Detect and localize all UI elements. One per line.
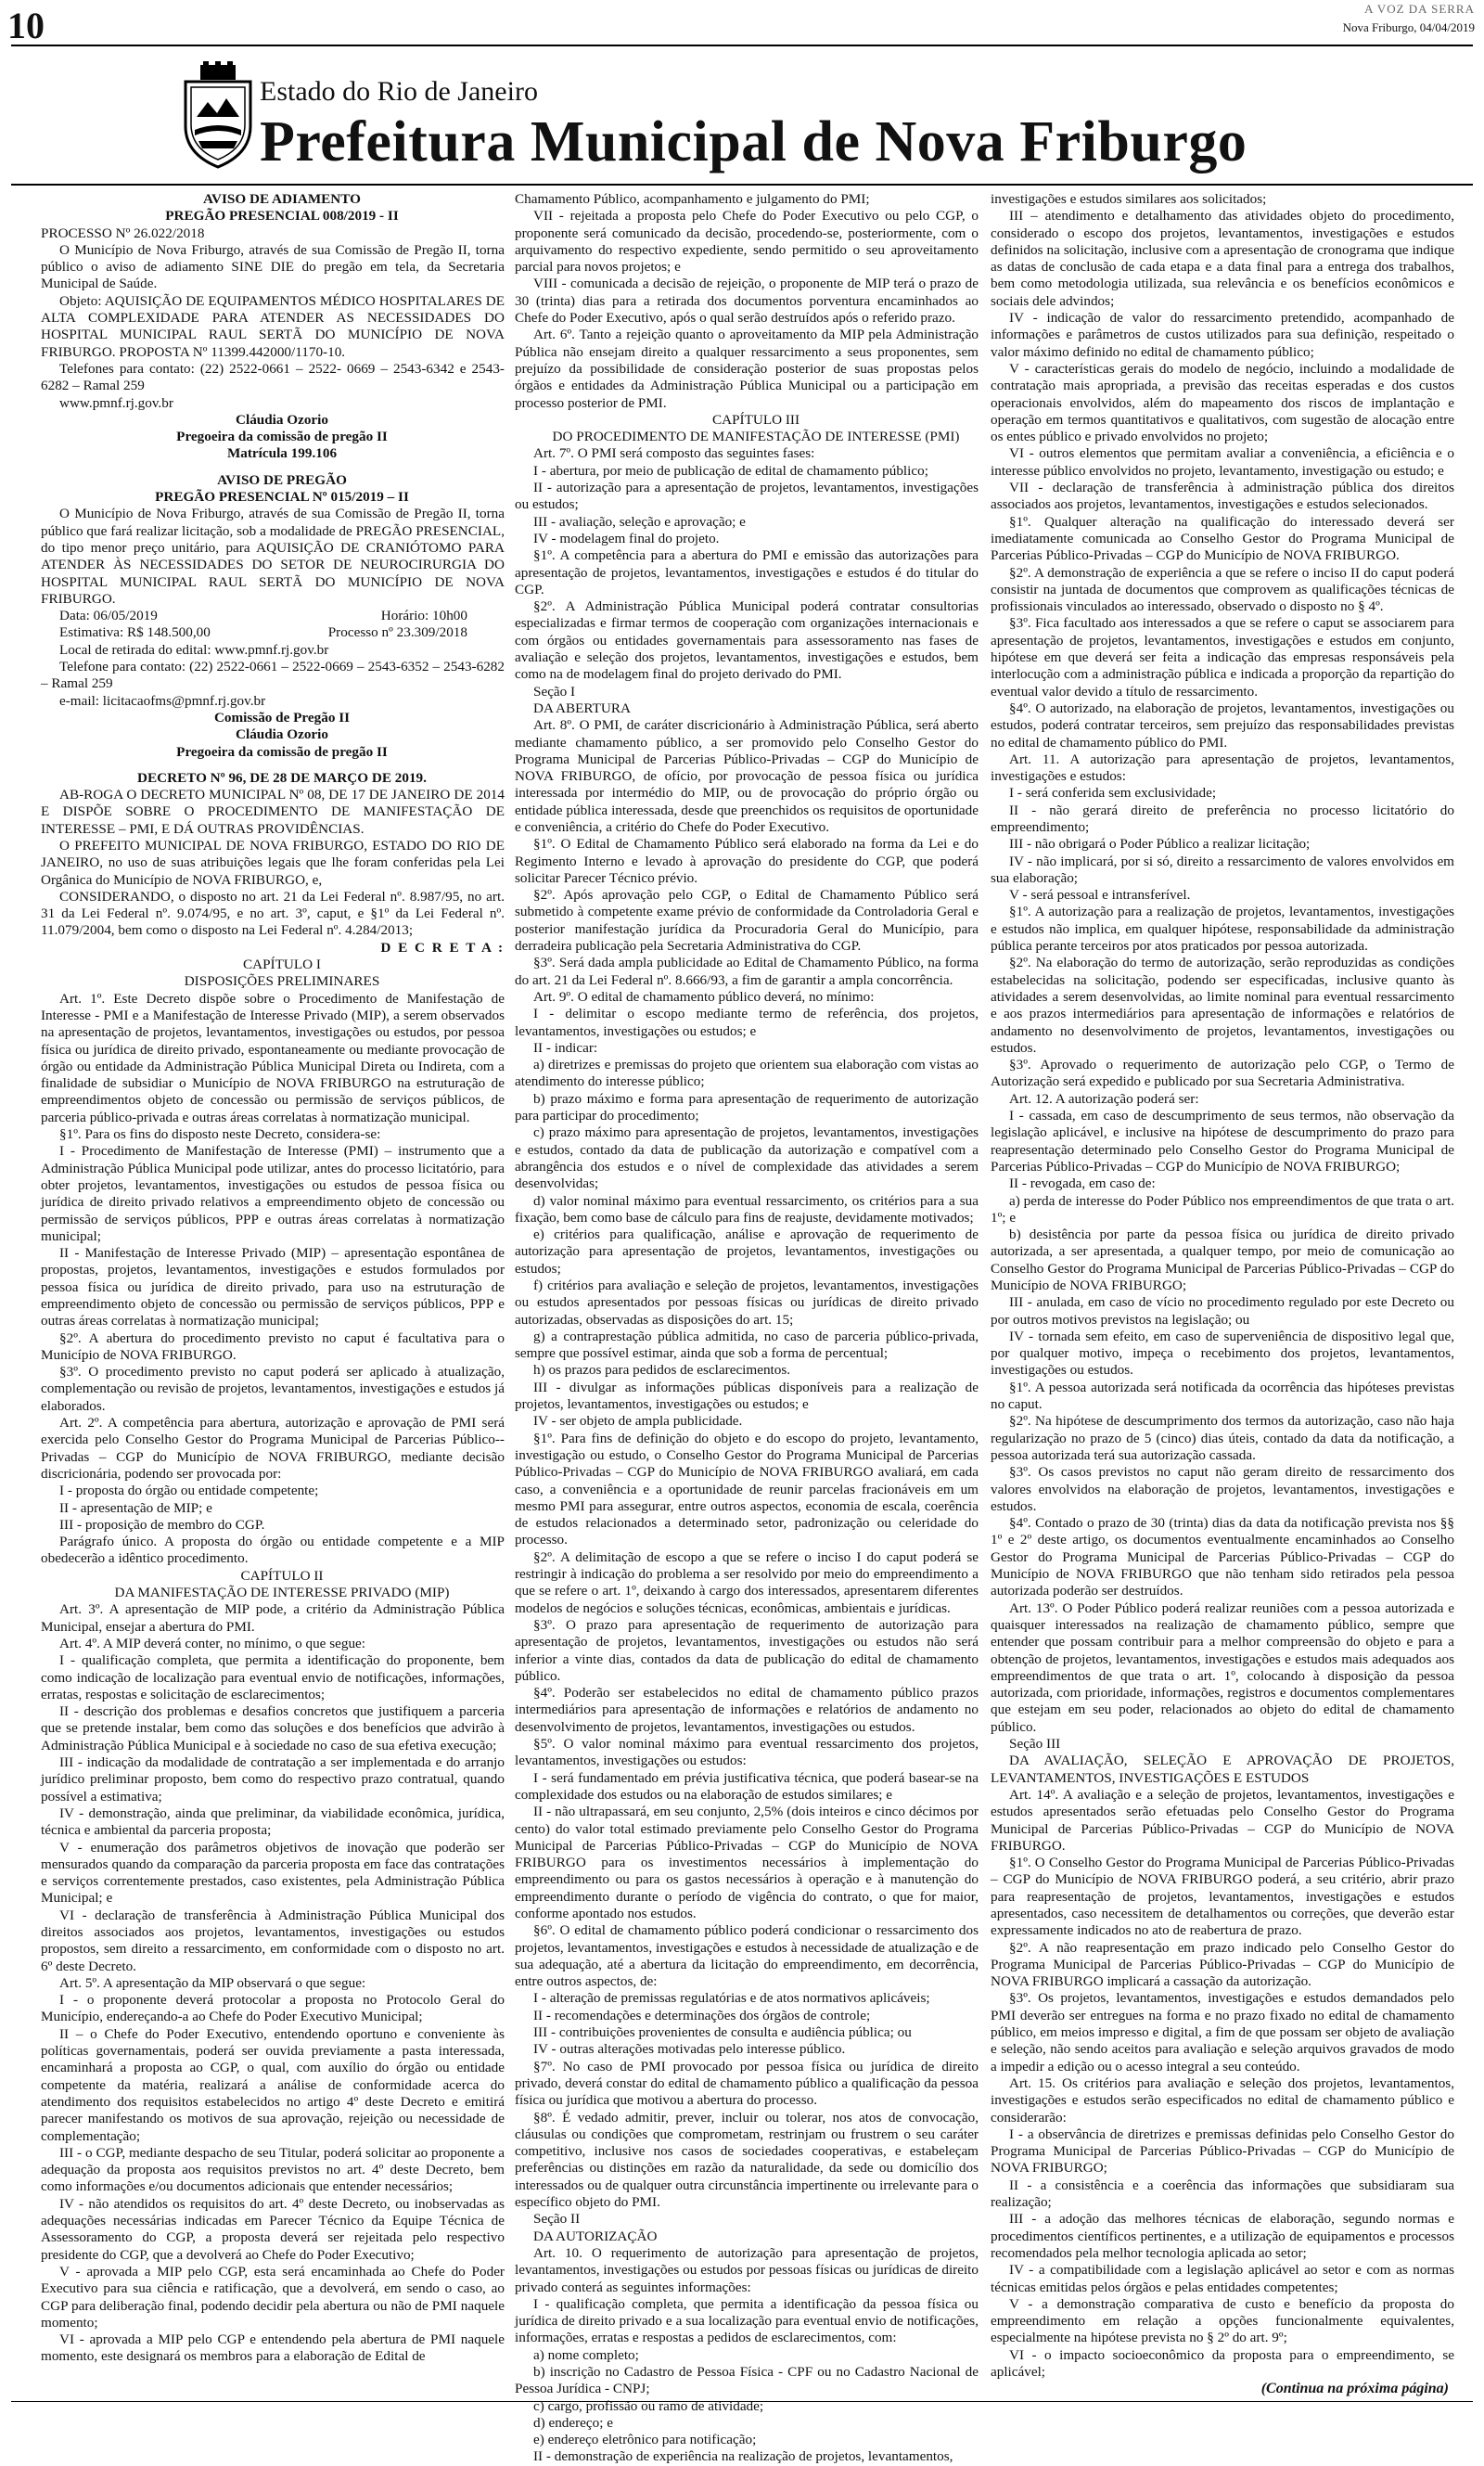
paragraph: IV - tornada sem efeito, em caso de superveniência de dispositivo legal que, por qualquer motivo, impeça o recebimento dos projetos, levantamentos, investigações ou estudos. <box>991 1328 1454 1379</box>
paragraph: d) endereço; e <box>533 2414 614 2431</box>
header-divider <box>11 45 1473 46</box>
paragraph: h) os prazos para pedidos de esclarecimentos. <box>533 1362 791 1379</box>
paragraph: VII - rejeitada a proposta pelo Chefe do Poder Executivo ou pelo CGP, o proponente será comunicado da decisão, procedendo-se, posteriormente, com o arquivamento do respectivo expediente, sendo permitido o seu aproveitamento parcial para novos projetos; e <box>515 208 979 276</box>
paragraph: DA ABERTURA <box>533 700 631 716</box>
paragraph: II - a consistência e a coerência das informações que subsidiaram sua realização; <box>991 2177 1454 2211</box>
section-heading: Cláudia Ozorio <box>236 411 328 428</box>
decreta-line: D E C R E T A : <box>380 939 505 956</box>
paragraph: I - Procedimento de Manifestação de Interesse (PMI) – instrumento que a Administração Pública Municipal pode utilizar, antes do processo licitatório, para obter projetos, levantamentos, investigações ou estudos de pessoa física ou jurídica de direito privado relativos a empreendimento objeto de concessão ou permissão de serviços públicos, PPP e outras áreas correlatas à normatização municipal; <box>41 1143 505 1244</box>
paragraph: I - abertura, por meio de publicação de edital de chamamento público; <box>533 462 928 479</box>
paragraph: §5º. O valor nominal máximo para eventual ressarcimento dos projetos, levantamentos, investigações ou estudos: <box>515 1736 979 1769</box>
paragraph: investigações e estudos similares aos solicitados; <box>991 191 1267 207</box>
paragraph: VI - o impacto socioeconômico da proposta para o empreendimento, se aplicável; <box>991 2346 1454 2380</box>
paragraph: II - não ultrapassará, em seu conjunto, 2,5% (dois inteiros e cinco décimos por cento) do valor total estimado previamente pelo Conselho Gestor do Programa Municipal de Parcerias Público-Privadas – CGP do Município de NOVA FRIBURGO para os investimentos necessários à implementação do empreendimento ou para os gastos necessários à operação e à manutenção do empreendimento durante o período de vigência do contrato, o que for maior, conforme apontado nos estudos. <box>515 1804 979 1921</box>
paragraph: II - indicar: <box>533 1039 598 1056</box>
paragraph: Seção III <box>1009 1736 1061 1753</box>
section-heading: DECRETO Nº 96, DE 28 DE MARÇO DE 2019. <box>137 769 427 786</box>
paragraph: §2º. Na hipótese de descumprimento dos termos da autorização, caso não haja regularização no prazo de 5 (cinco) dias úteis, contado da data da notificação, a pessoa autorizada terá sua autorização cassada. <box>991 1413 1454 1463</box>
paragraph: Art. 12. A autorização poderá ser: <box>1009 1090 1199 1107</box>
paragraph: IV - não atendidos os requisitos do art. 4º deste Decreto, ou inobservadas as adequações necessárias indicadas em Parecer Técnico da Equipe Técnica de Assessoramento do CGP, a proposta deverá ser rejeitada pelo respectivo presidente do CGP, que a devolverá ao Chefe do Poder Executivo; <box>41 2195 505 2263</box>
paragraph: II – o Chefe do Poder Executivo, entendendo oportuno e conveniente às políticas governamentais, poderá ser ouvida previamente a pasta interessada, encaminhará a proposta ao CGP, o qual, com auxílio do órgão ou entidade competente da matéria, realizará a análise de conformidade acerca do atendimento dos requisitos estabelecidos no artigo 4º deste Decreto e emitirá parecer manifestando os motivos de sua aprovação, rejeição ou necessidade de complementação; <box>41 2025 505 2144</box>
paragraph: II - revogada, em caso de: <box>1009 1175 1156 1192</box>
paragraph: I - será conferida sem exclusividade; <box>1009 785 1217 802</box>
paragraph: §3º. O procedimento previsto no caput poderá ser aplicado à atualização, complementação ou revisão de projetos, levantamentos, investigações e estudos já elaborados. <box>41 1364 505 1414</box>
paragraph: III - contribuições provenientes de consulta e audiência pública; ou <box>533 2024 912 2041</box>
paragraph: I - delimitar o escopo mediante termo de referência, dos projetos, levantamentos, investigações ou estudos; e <box>515 1006 979 1039</box>
paragraph: Seção II <box>533 2211 581 2228</box>
paragraph: §8º. É vedado admitir, prever, incluir ou tolerar, nos atos de convocação, cláusulas ou condições que comprometam, restrinjam ou frustrem o seu caráter competitivo, inclusive nos casos de sociedades cooperativas, e estabeleçam preferências ou distinções em razão da naturalidade, da sede ou domicílio dos interessados ou de qualquer outra circunstância impertinente ou irrelevante para o específico objeto do PMI. <box>515 2109 979 2211</box>
paragraph: Art. 8º. O PMI, de caráter discricionário à Administração Pública, será aberto mediante chamamento público, a ser promovido pelo Conselho Gestor do Programa Municipal de Parcerias Público-Privadas – CGP do Município de NOVA FRIBURGO, de ofício, por provocação de pessoa física ou jurídica interessada por intermédio do MIP, ou de provocação do próprio órgão ou entidade pública interessada, desde que preenchidos os requisitos de oportunidade e conveniência, a critério do Chefe do Poder Executivo. <box>515 717 979 835</box>
state-name: Estado do Rio de Janeiro <box>260 76 538 107</box>
paragraph: IV - a compatibilidade com a legislação aplicável ao setor e com as normas técnicas emitidas pelos órgãos e pelas entidades competentes; <box>991 2262 1454 2295</box>
paragraph: §2º. Na elaboração do termo de autorização, serão reproduzidas as condições estabelecidas na solicitação, podendo ser especificadas, inclusive quanto às atividades a serem desenvolvidas, ao limite nominal para eventual ressarcimento e aos prazos intermediários para apresentação de informações e relatórios de andamento no desenvolvimento de projetos, levantamentos, investigações ou estudos. <box>991 955 1454 1056</box>
paragraph: §4º. Poderão ser estabelecidos no edital de chamamento público prazos intermediários para apresentação de informações e relatórios de andamento no desenvolvimento de projetos, levantamentos, investigações ou estudos. <box>515 1685 979 1735</box>
page-number: 10 <box>7 5 45 46</box>
paragraph: II - Manifestação de Interesse Privado (MIP) – apresentação espontânea de propostas, projetos, levantamentos, investigações e estudos formulados por pessoa física ou jurídica de direito privado, para uso na estruturação de empreendimento objeto de concessão ou permissão de serviços públicos, PPP e outras áreas correlatas à normatização municipal; <box>41 1245 505 1329</box>
section-heading: AVISO DE ADIAMENTO <box>203 191 361 207</box>
paragraph: b) prazo máximo e forma para apresentação de requerimento de autorização para participar do procedimento; <box>515 1090 979 1124</box>
section-heading: Pregoeira da comissão de pregão II <box>176 743 388 760</box>
paragraph: IV - ser objeto de ampla publicidade. <box>533 1413 743 1430</box>
paragraph: e) critérios para qualificação, análise e aprovação de requerimento de autorização para apresentação de projetos, levantamentos, investigações ou estudos; <box>515 1227 979 1277</box>
coat-of-arms-icon <box>176 61 260 171</box>
paragraph: V - aprovada a MIP pelo CGP, esta será encaminhada ao Chefe do Poder Executivo para sua ciência e ratificação, que a devolverá, em sendo o caso, ao CGP para deliberação final, podendo decidir pela abertura ou não de PMI naquele momento; <box>41 2263 505 2331</box>
paragraph: I - alteração de premissas regulatórias e de atos normativos aplicáveis; <box>533 1990 930 2007</box>
paragraph: §3º. O prazo para apresentação de requerimento de autorização para apresentação de projetos, levantamentos, investigações ou estudos não será inferior a vinte dias, contados da data de publicação do edital de chamamento público. <box>515 1616 979 1684</box>
paragraph: Art. 2º. A competência para abertura, autorização e aprovação de PMI será exercida pelo Conselho Gestor do Programa Municipal de Parcerias Público--Privadas – CGP do Município de NOVA FRIBURGO, mediante decisão discricionária, podendo ser provocada por: <box>41 1415 505 1482</box>
paragraph: IV - modelagem final do projeto. <box>533 530 720 546</box>
paragraph: a) diretrizes e premissas do projeto que orientem sua elaboração com vistas ao atendimento do interesse público; <box>515 1057 979 1090</box>
paragraph: VIII - comunicada a decisão de rejeição, o proponente de MIP terá o prazo de 30 (trinta) dias para a retirada dos documentos porventura encaminhados ao Chefe do Poder Executivo, após o qual serão destruídos após o referido prazo. <box>515 276 979 327</box>
paragraph: VI - aprovada a MIP pelo CGP e entendendo pela abertura de PMI naquele momento, este designará os membros para a elaboração de Edital de <box>41 2331 505 2365</box>
paragraph: b) desistência por parte da pessoa física ou jurídica de direito privado autorizada, a ser apresentada, a qualquer tempo, por meio de comunicação ao Conselho Gestor do Programa Municipal de Parcerias Público-Privadas – CGP do Município de NOVA FRIBURGO; <box>991 1227 1454 1293</box>
paragraph: II - autorização para a apresentação de projetos, levantamentos, investigações ou estudos; <box>515 480 979 513</box>
paragraph: III - não obrigará o Poder Público a realizar licitação; <box>1009 836 1311 853</box>
paragraph: §1º. Para fins de definição do objeto e do escopo do projeto, levantamento, investigação ou estudo, o Conselho Gestor do Programa Municipal de Parcerias Público-Privadas – CGP do Município de NOVA FRIBURGO avaliará, em cada caso, a conveniência e a oportunidade de reunir parcelas fracionáveis em um mesmo PMI para assegurar, entre outros aspectos, economia de escala, coerência de estudos relacionados a determinado setor, padronização ou celeridade do processo. <box>515 1430 979 1548</box>
spacer <box>41 463 505 472</box>
paragraph: I - proposta do órgão ou entidade competente; <box>59 1483 319 1499</box>
chapter-heading: DO PROCEDIMENTO DE MANIFESTAÇÃO DE INTERESSE (PMI) <box>552 429 960 445</box>
paragraph: §1º. A competência para a abertura do PMI e emissão das autorizações para apresentação de projetos, levantamentos, investigações e estudos é do titular do CGP. <box>515 547 979 597</box>
continued-note: (Continua na próxima página) <box>1260 2381 1449 2396</box>
paragraph: DA AVALIAÇÃO, SELEÇÃO E APROVAÇÃO DE PROJETOS, LEVANTAMENTOS, INVESTIGAÇÕES E ESTUDOS <box>991 1753 1454 1786</box>
paragraph: Art. 15. Os critérios para avaliação e seleção dos projetos, levantamentos, investigações e estudos serão especificados no edital de chamamento público e considerarão: <box>991 2074 1454 2126</box>
paragraph: www.pmnf.rj.gov.br <box>59 394 173 411</box>
paragraph: V - será pessoal e intransferível. <box>1009 887 1191 904</box>
info-row <box>41 608 505 624</box>
paragraph: c) prazo máximo para apresentação de projetos, levantamentos, investigações e estudos, contado da data de publicação da autorização e compatível com a abrangência dos estudos e o nível de complexidade das atividades a serem desenvolvidas; <box>515 1124 979 1192</box>
spacer <box>41 761 505 770</box>
paragraph: III - anulada, em caso de vício no procedimento regulado por este Decreto ou por outros motivos previstos na legislação; ou <box>991 1294 1454 1328</box>
paragraph: O Município de Nova Friburgo, através de sua Comissão de Pregão II, torna público que fará realizar licitação, sob a modalidade de PREGÃO PRESENCIAL, do tipo menor preço unitário, para AQUISIÇÃO DE CRANIÓTOMO PARA ATENDER ÀS NECESSIDADES DO SETOR DE NEUROCIRURGIA DO HOSPITAL MUNICIPAL RAUL SERTÃ DO MUNICÍPIO DE NOVA FRIBURGO. <box>41 506 505 607</box>
paragraph: Chamamento Público, acompanhamento e julgamento do PMI; <box>515 191 870 207</box>
paragraph: I - cassada, em caso de descumprimento de seus termos, não observação da legislação aplicável, e inclusive na hipótese de descumprimento do prazo para reapresentação determinado pelo Conselho Gestor do Programa Municipal de Parcerias Público-Privadas – CGP do Município de NOVA FRIBURGO; <box>991 1108 1454 1175</box>
paragraph: §3º. Os casos previstos no caput não geram direito de ressarcimento dos valores envolvidos na elaboração de projetos, levantamentos, investigações e estudos. <box>991 1464 1454 1514</box>
paragraph: Art. 10. O requerimento de autorização para apresentação de projetos, levantamentos, investigações ou estudos por pessoas físicas ou jurídicas de direito privado conterá as seguintes informações: <box>515 2244 979 2295</box>
chapter-heading: CAPÍTULO III <box>711 411 800 428</box>
paragraph: Art. 14º. A avaliação e a seleção de projetos, levantamentos, investigações e estudos apresentados serão efetuadas pelo Conselho Gestor do Programa Municipal de Parcerias Público-Privadas – CGP do Município de NOVA FRIBURGO. <box>991 1786 1454 1854</box>
paragraph: II - demonstração de experiência na realização de projetos, levantamentos, <box>533 2448 953 2465</box>
paragraph: II - apresentação de MIP; e <box>59 1499 212 1516</box>
text-column-1 <box>41 191 505 2381</box>
paragraph: §1º. A autorização para a realização de projetos, levantamentos, investigações e estudos não implica, em qualquer hipótese, responsabilidade da administração pública perante terceiros por atos praticados por pessoa autorizada. <box>991 904 1454 955</box>
masthead-divider <box>11 184 1473 186</box>
section-heading: AVISO DE PREGÃO <box>217 471 347 488</box>
paragraph: §1º. Qualquer alteração na qualificação do interessado deverá ser imediatamente comunicada ao Conselho Gestor do Programa Municipal de Parcerias Público-Privadas – CGP do Município de NOVA FRIBURGO. <box>991 513 1454 564</box>
chapter-heading: CAPÍTULO I <box>243 957 321 973</box>
paragraph: AB-ROGA O DECRETO MUNICIPAL Nº 08, DE 17 DE JANEIRO DE 2014 E DISPÕE SOBRE O PROCEDIMENTO DE MANIFESTAÇÃO DE INTERESSE – PMI, E DÁ OUTRAS PROVIDÊNCIAS. <box>41 787 505 837</box>
text-column-2 <box>515 191 979 2465</box>
paragraph: IV - não implicará, por si só, direito a ressarcimento de valores envolvidos em sua elaboração; <box>991 853 1454 886</box>
section-heading: Comissão de Pregão II <box>213 709 351 726</box>
paragraph: g) a contraprestação pública admitida, no caso de parceria público-privada, sempre que possível estimar, ainda que sob a forma de percentual; <box>515 1328 979 1362</box>
paragraph: I - qualificação completa, que permita a identificação da pessoa física ou jurídica de direito privado e a sua localização para eventual envio de notificações, informações, erratas e respostas a pedidos de esclarecimentos, com: <box>515 2295 979 2346</box>
paragraph: I - o proponente deverá protocolar a proposta no Protocolo Geral do Município, endereçando-a ao Chefe do Poder Executivo Municipal; <box>41 1992 505 2025</box>
paragraph: Art. 11. A autorização para apresentação de projetos, levantamentos, investigações e estudos: <box>991 751 1454 785</box>
paragraph: I - qualificação completa, que permita a identificação do proponente, bem como indicação de localização para eventual envio de notificações, informações, erratas, respostas e solicitação de esclarecimentos; <box>41 1652 505 1702</box>
paragraph: Telefones para contato: (22) 2522-0661 – 2522- 0669 – 2543-6342 e 2543-6282 – Ramal 259 <box>41 360 505 394</box>
paragraph: III - proposição de membro do CGP. <box>59 1516 265 1533</box>
paragraph: b) inscrição no Cadastro de Pessoa Física - CPF ou no Cadastro Nacional de Pessoa Jurídica - CNPJ; <box>515 2364 979 2397</box>
paragraph: I - a observância de diretrizes e premissas definidas pelo Conselho Gestor do Programa Municipal de Parcerias Público-Privadas – CGP do Município de NOVA FRIBURGO; <box>991 2126 1454 2177</box>
paragraph: VI - outros elementos que permitam avaliar a conveniência, a eficiência e o interesse público envolvidos no projeto, levantamento, investigação ou estudo; e <box>991 445 1454 479</box>
chapter-heading: CAPÍTULO II <box>240 1567 324 1584</box>
paragraph: VII - declaração de transferência à administração pública dos direitos associados aos projetos, levantamentos, investigações e estudos selecionados. <box>991 480 1454 513</box>
paragraph: Art. 9º. O edital de chamamento público deverá, no mínimo: <box>533 988 875 1005</box>
section-heading: Cláudia Ozorio <box>236 726 328 743</box>
paragraph: §3º. Será dada ampla publicidade ao Edital de Chamamento Público, na forma do art. 21 da Lei Federal nº. 8.666/93, a fim de garantir a ampla concorrência. <box>515 955 979 988</box>
info-left: Estimativa: R$ 148.500,00 <box>59 624 211 641</box>
section-heading: Matrícula 199.106 <box>226 445 338 462</box>
paragraph: III – atendimento e detalhamento das atividades objeto do procedimento, considerado o escopo dos projetos, levantamentos, investigações e estudos definidos na solicitação, inclusive com a apresentação de cronograma que indique as datas de conclusão de cada etapa e a data final para a entrega dos trabalhos, bem como metodologia utilizada, sua relevância e os benefícios econômicos e sociais dele advindos; <box>991 208 1454 309</box>
chapter-heading: DISPOSIÇÕES PRELIMINARES <box>184 973 380 990</box>
paragraph: §1º. Para os fins do disposto neste Decreto, considera-se: <box>59 1126 381 1143</box>
paragraph: §7º. No caso de PMI provocado por pessoa física ou jurídica de direito privado, deverá constar do edital de chamamento público a qualificação da pessoa física ou jurídica que motivou a abertura do processo. <box>515 2058 979 2109</box>
chapter-heading: DA MANIFESTAÇÃO DE INTERESSE PRIVADO (MIP) <box>114 1585 450 1601</box>
paragraph: V - a demonstração comparativa de custo e benefício da proposta do empreendimento em relação a opções funcionalmente equivalentes, especialmente na hipótese prevista no § 2º do art. 9º; <box>991 2295 1454 2346</box>
paragraph: §2º. Após aprovação pelo CGP, o Edital de Chamamento Público será submetido à competente exame prévio de conformidade da Controladoria Geral e posterior manifestação jurídica da Procuradoria Geral do Município, para derradeira publicação pela Secretaria Administrativa do CGP. <box>515 887 979 955</box>
paragraph: Art. 4º. A MIP deverá conter, no mínimo, o que segue: <box>59 1635 366 1651</box>
text-column-3 <box>991 191 1454 2381</box>
paragraph: IV - demonstração, ainda que preliminar, da viabilidade econômica, jurídica, técnica e ambiental da parceria proposta; <box>41 1805 505 1839</box>
section-heading: PREGÃO PRESENCIAL Nº 015/2019 – II <box>155 489 409 506</box>
paragraph: Telefone para contato: (22) 2522-0661 – 2522-0669 – 2543-6352 – 2543-6282 – Ramal 259 <box>41 659 505 692</box>
info-left: Data: 06/05/2019 <box>59 608 158 624</box>
paragraph: §3º. Fica facultado aos interessados a que se refere o caput se associarem para apresentação de projetos, levantamentos, investigações e estudos em conjunto, hipótese em que deverá ser feita a indicação das empresas responsáveis pela interlocução com a administração pública e indicada a proporção da repartição do eventual valor devido a título de ressarcimento. <box>991 615 1454 700</box>
paragraph: Art. 1º. Este Decreto dispõe sobre o Procedimento de Manifestação de Interesse - PMI e a Manifestação de Interesse Privado (MIP), a serem observados na apresentação de projetos, levantamentos, investigações ou estudos, por pessoa física ou jurídica de direito privado, espontaneamente ou mediante provocação de órgão ou entidade da Administração Pública Municipal Direta ou Indireta, com a finalidade de subsidiar o Município de NOVA FRIBURGO na estruturação de empreendimentos objeto de concessão ou permissão de serviços públicos, de parceria público-privada e outras áreas correlatas à normatização municipal. <box>41 990 505 1125</box>
paragraph: a) nome completo; <box>533 2346 639 2363</box>
paragraph: I - será fundamentado em prévia justificativa técnica, que poderá basear-se na complexidade dos estudos ou na elaboração de estudos similares; e <box>515 1769 979 1803</box>
paragraph: III - a adoção das melhores técnicas de elaboração, segundo normas e procedimentos científicos pertinentes, e a utilização de equipamentos e processos recomendados pela melhor tecnologia aplicada ao setor; <box>991 2211 1454 2261</box>
paragraph: O PREFEITO MUNICIPAL DE NOVA FRIBURGO, ESTADO DO RIO DE JANEIRO, no uso de suas atribuições legais que lhe foram conferidas pela Lei Orgânica do Município de NOVA FRIBURGO, e, <box>41 837 505 888</box>
paragraph: d) valor nominal máximo para eventual ressarcimento, os critérios para a sua fixação, bem como base de cálculo para fins de reajuste, devidamente motivados; <box>515 1192 979 1226</box>
paragraph: a) perda de interesse do Poder Público nos empreendimentos de que trata o art. 1º; e <box>991 1192 1454 1226</box>
paragraph: §1º. O Conselho Gestor do Programa Municipal de Parcerias Público-Privadas – CGP do Município de NOVA FRIBURGO poderá, a seu critério, abrir prazo para reapresentação de projetos, levantamentos, investigações e estudos apresentados, caso necessitem de detalhamentos ou correções, que deverão estar expressamente indicados no ato de reabertura de prazo. <box>991 1855 1454 1939</box>
paragraph: CONSIDERANDO, o disposto no art. 21 da Lei Federal nº. 8.987/95, no art. 31 da Lei Federal nº. 9.074/95, e no art. 3º, caput, e §1º da Lei Federal nº. 11.079/2004, bem como o disposto na Lei Federal nº. 4.284/2013; <box>41 888 505 939</box>
prefeitura-title: Prefeitura Municipal de Nova Friburgo <box>260 110 1247 173</box>
paragraph: VI - declaração de transferência à Administração Pública Municipal dos direitos associados aos projetos, levantamentos, investigações ou estudos propostos, sem direito a ressarcimento, em conformidade com o disposto no art. 6º deste Decreto. <box>41 1907 505 1974</box>
paragraph: III - avaliação, seleção e aprovação; e <box>533 513 746 530</box>
paragraph: III - o CGP, mediante despacho de seu Titular, poderá solicitar ao proponente a adequação da proposta aos requisitos previstos no art. 4º deste Decreto, bem como informações e/ou documentos adicionais que entender necessários; <box>41 2144 505 2195</box>
paragraph: e) endereço eletrônico para notificação; <box>533 2432 757 2448</box>
footer-divider <box>11 2401 1473 2402</box>
paragraph: Objeto: AQUISIÇÃO DE EQUIPAMENTOS MÉDICO HOSPITALARES DE ALTA COMPLEXIDADE PARA ATENDER AS NECESSIDADES DO HOSPITAL MUNICIPAL RAUL SERTÃ DO MUNICÍPIO DE NOVA FRIBURGO. PROPOSTA Nº 11399.442000/1170-10. <box>41 292 505 360</box>
paragraph: PROCESSO Nº 26.022/2018 <box>41 225 205 241</box>
newspaper-name: A VOZ DA SERRA <box>1364 2 1475 16</box>
paragraph: Art. 7º. O PMI será composto das seguintes fases: <box>533 445 815 462</box>
section-heading: PREGÃO PRESENCIAL 008/2019 - II <box>165 208 399 225</box>
paragraph: Art. 3º. A apresentação de MIP pode, a critério da Administração Pública Municipal, ensejar a abertura do PMI. <box>41 1601 505 1635</box>
info-right: Processo nº 23.309/2018 <box>327 624 467 641</box>
paragraph: e-mail: licitacaofms@pmnf.rj.gov.br <box>59 692 266 709</box>
paragraph: §4º. O autorizado, na elaboração de projetos, levantamentos, investigações ou estudos, poderá contratar terceiros, sem prejuízo das responsabilidades previstas no edital de chamamento público do PMI. <box>991 700 1454 751</box>
paragraph: Local de retirada do edital: www.pmnf.rj.gov.br <box>59 641 329 658</box>
paragraph: §2º. A demonstração de experiência a que se refere o inciso II do caput poderá consistir na juntada de documentos que comprovem as qualificações técnicas de profissionais vinculados ao interessado, observado o disposto no § 4º. <box>991 564 1454 615</box>
paragraph: Art. 13º. O Poder Público poderá realizar reuniões com a pessoa autorizada e quaisquer interessados na realização de chamamento público, sempre que entender que possam contribuir para a melhor compreensão do objeto e para a obtenção de projetos, levantamentos, investigações e estudos mais adequados aos empreendimentos de que trata o art. 1º, colocando à disposição da pessoa autorizada, com prioridade, informações, registros e documentos complementares que estejam em seu poder, relacionados ao objeto do edital de chamamento público. <box>991 1599 1454 1735</box>
paragraph: II - não gerará direito de preferência no processo licitatório do empreendimento; <box>991 802 1454 835</box>
paragraph: §2º. A delimitação de escopo a que se refere o inciso I do caput poderá se restringir à indicação do problema a ser resolvido por meio do empreendimento a que se refere o art. 1º, deixando à cargo dos interessados, apresentarem diferentes modelos de negócios e soluções técnicas, econômicas, ambientais e jurídicas. <box>515 1548 979 1616</box>
paragraph: IV - outras alterações motivadas pelo interesse público. <box>533 2041 846 2058</box>
paragraph: §3º. Os projetos, levantamentos, investigações e estudos demandados pelo PMI deverão ser entregues na forma e no prazo fixado no edital de chamamento público, em meios impresso e digital, a fim de que possam ser objeto de avaliação e seleção, não sendo aceitos para avaliação e seleção arquivos gravados de modo a impedir a edição ou o acesso integral a seu conteúdo. <box>991 1990 1454 2074</box>
page-header <box>0 0 1484 58</box>
paragraph: DA AUTORIZAÇÃO <box>533 2228 658 2244</box>
paragraph: Art. 5º. A apresentação da MIP observará o que segue: <box>59 1974 366 1991</box>
paragraph: c) cargo, profissão ou ramo de atividade; <box>533 2397 764 2414</box>
paragraph: Seção I <box>533 683 576 700</box>
paragraph: §2º. A não reapresentação em prazo indicado pelo Conselho Gestor do Programa Municipal de Parcerias Público-Privadas – CGP do Município de NOVA FRIBURGO implicará a cassação da autorização. <box>991 1939 1454 1990</box>
paragraph: §4º. Contado o prazo de 30 (trinta) dias da data da notificação prevista nos §§ 1º e 2º deste artigo, os documentos eventualmente encaminhados ao Conselho Gestor do Programa Municipal de Parcerias Público-Privadas – CGP do Município de NOVA FRIBURGO que não tenham sido retirados pela pessoa autorizada poderão ser destruídos. <box>991 1515 1454 1599</box>
paragraph: §1º. A pessoa autorizada será notificada da ocorrência das hipóteses previstas no caput. <box>991 1379 1454 1413</box>
paragraph: §2º. A Administração Pública Municipal poderá contratar consultorias especializadas e firmar termos de cooperação com organizações internacionais e com órgãos ou entidades governamentais para assessoramento nas fases de avaliação e seleção dos projetos, levantamentos, investigações e estudos, bem como na de modelagem final do projeto derivado do PMI. <box>515 598 979 683</box>
paragraph: O Município de Nova Friburgo, através de sua Comissão de Pregão II, torna público o aviso de adiamento SINE DIE do pregão em tela, da Secretaria Municipal de Saúde. <box>41 241 505 292</box>
section-heading: Pregoeira da comissão de pregão II <box>176 429 388 445</box>
paragraph: V - características gerais do modelo de negócio, incluindo a modalidade de contratação mais apropriada, a previsão das receitas esperadas e dos custos operacionais envolvidos, além do mapeamento dos riscos de implantação e operação em termos quantitativos e qualitativos, com sugestão de alocação entre os entes público e privado envolvidos no projeto; <box>991 360 1454 445</box>
paragraph: III - divulgar as informações públicas disponíveis para a realização de projetos, levantamentos, investigações ou estudos; e <box>515 1379 979 1413</box>
info-right: Horário: 10h00 <box>380 608 467 624</box>
paragraph: §6º. O edital de chamamento público poderá condicionar o ressarcimento dos projetos, levantamentos, investigações e estudos à necessidade de atualização e de sua adequação, até a abertura da licitação do empreendimento, em decorrência, entre outros aspectos, de: <box>515 1922 979 1990</box>
paragraph: III - indicação da modalidade de contratação a ser implementada e do arranjo jurídico preliminar proposto, bem como do respectivo prazo contratual, quando possível a estimativa; <box>41 1754 505 1805</box>
paragraph: IV - indicação de valor do ressarcimento pretendido, acompanhado de informações e parâmetros de custos utilizados para sua definição, respeitado o valor máximo definido no edital de chamamento público; <box>991 310 1454 360</box>
info-row <box>41 624 505 641</box>
paragraph: V - enumeração dos parâmetros objetivos de inovação que poderão ser mensurados quando da comparação da parceria proposta em face das contratações e serviços correntemente prestados, caso existentes, pela Administração Pública Municipal; e <box>41 1839 505 1907</box>
paragraph: §3º. Aprovado o requerimento de autorização pelo CGP, o Termo de Autorização será expedido e publicado por sua Secretaria Administrativa. <box>991 1057 1454 1090</box>
paragraph: f) critérios para avaliação e seleção de projetos, levantamentos, investigações ou estudos apresentados por pessoas físicas ou jurídicas de direito privado autorizadas, observadas as disposições do art. 15; <box>515 1278 979 1328</box>
paragraph: §2º. A abertura do procedimento previsto no caput é facultativa para o Município de NOVA FRIBURGO. <box>41 1329 505 1363</box>
paragraph: §1º. O Edital de Chamamento Público será elaborado na forma da Lei e do Regimento Interno e levado à aprovação do presidente do CGP, que poderá solicitar Parecer Técnico prévio. <box>515 836 979 886</box>
paragraph: II - descrição dos problemas e desafios concretos que justifiquem a parceria que se pretende instalar, bem como das soluções e dos benefícios que advirão à Administração Pública Municipal e à sociedade no caso de sua efetiva execução; <box>41 1703 505 1753</box>
paragraph: Art. 6º. Tanto a rejeição quanto o aproveitamento da MIP pela Administração Pública não ensejam direito a qualquer ressarcimento a seus proponentes, sem prejuízo da possibilidade de consideração posterior de suas propostas pelos órgãos e entidades da Administração Pública Municipal ou a participação em processo posterior de PMI. <box>515 327 979 411</box>
paragraph: II - recomendações e determinações dos órgãos de controle; <box>533 2007 871 2023</box>
paragraph: Parágrafo único. A proposta do órgão ou entidade competente e a MIP obedecerão a idêntico procedimento. <box>41 1534 505 1567</box>
edition-date: Nova Friburgo, 04/04/2019 <box>1342 20 1475 34</box>
